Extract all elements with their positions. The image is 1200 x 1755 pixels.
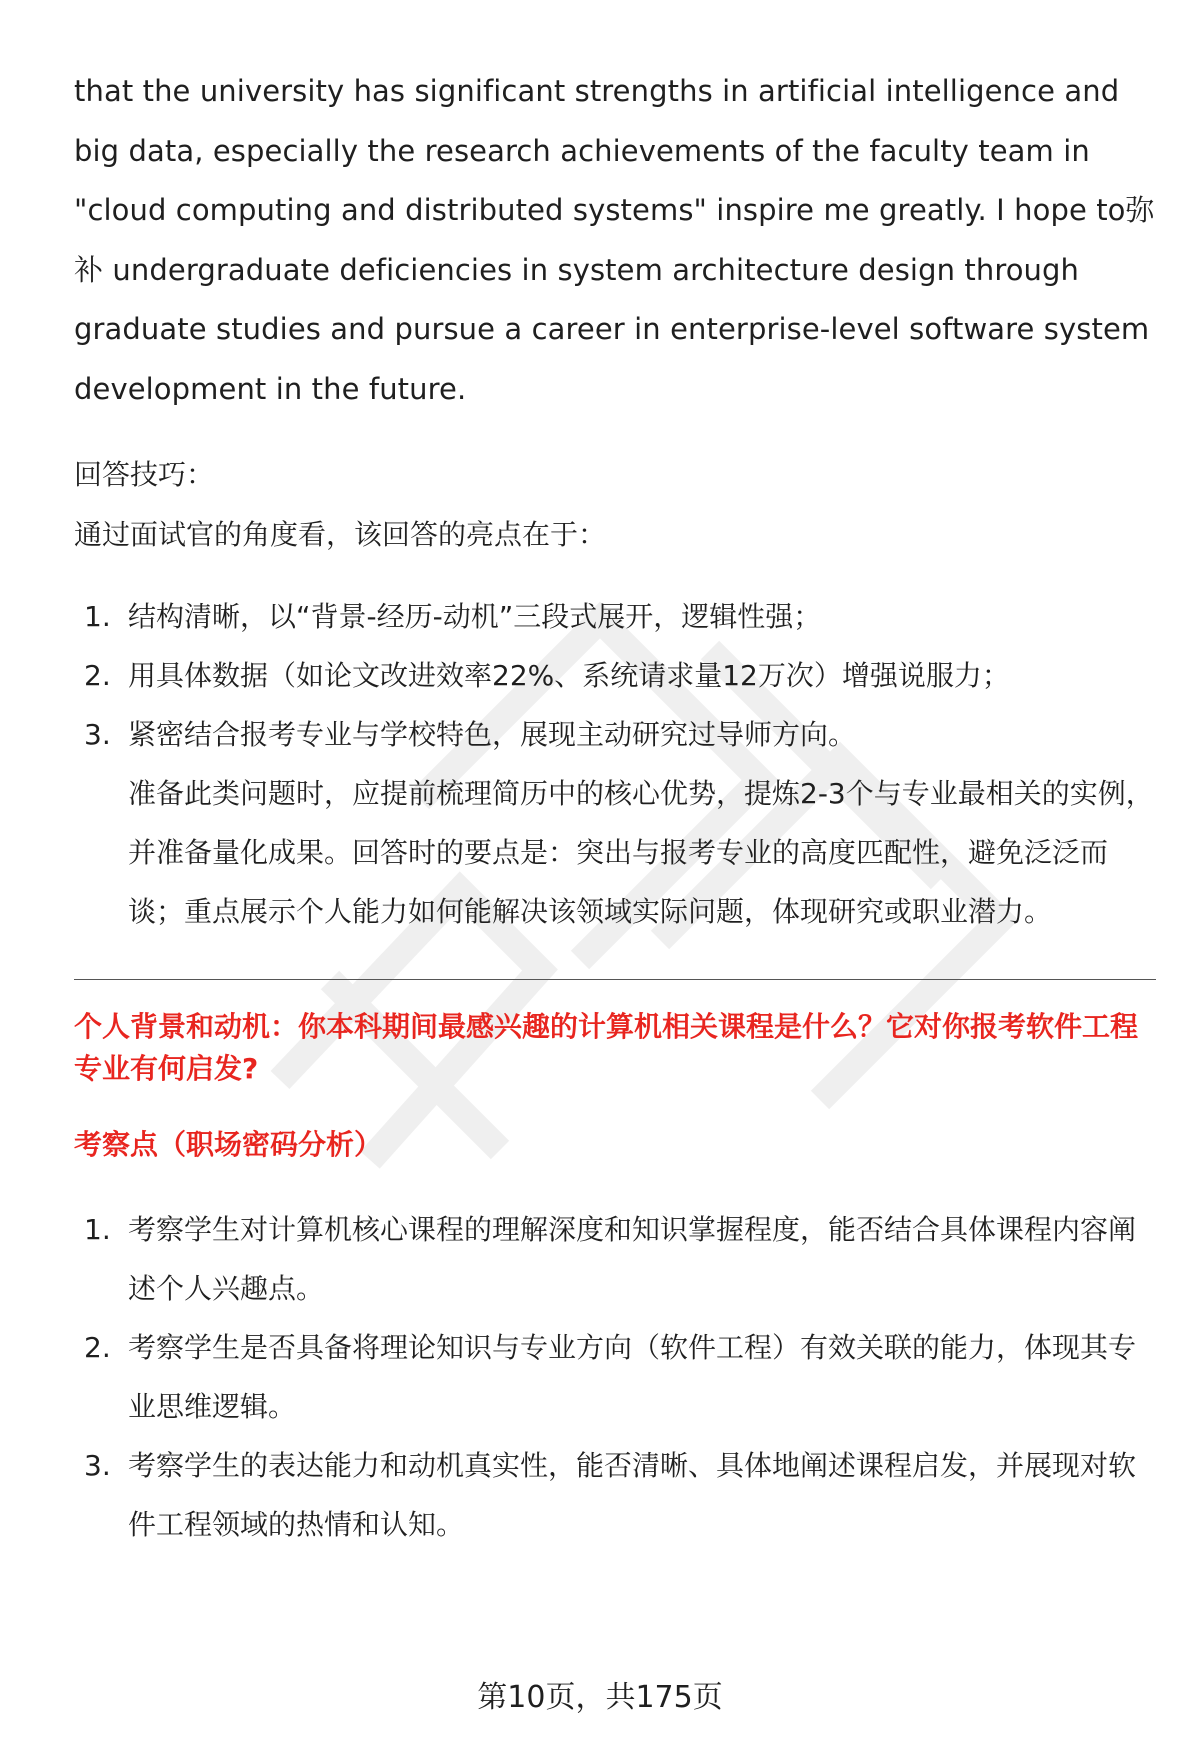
section-divider [74, 979, 1156, 980]
list-item-number: 1. [84, 1213, 111, 1246]
list-item-text: 结构清晰，以“背景-经历-动机”三段式展开，逻辑性强； [128, 600, 822, 633]
list-item-text: 考察学生的表达能力和动机真实性，能否清晰、具体地阐述课程启发，并展现对软件工程领域的热情和认知。 [128, 1449, 1137, 1541]
exam-points-title: 考察点（职场密码分析） [74, 1128, 383, 1161]
list-item [74, 587, 1156, 646]
list-item [74, 1200, 1156, 1318]
list-item-number: 3. [84, 718, 111, 751]
intro-paragraph: that the university has significant strengths in artificial intelligence and big data, especially the research achievements of the faculty team in "cloud computing and distributed systems" inspire me greatly. I hope to弥补 undergraduate deficiencies in system architecture design through graduate studies and pursue a career in enterprise-level software system development in the future. [74, 74, 1155, 406]
answer-tips-label: 回答技巧： [74, 458, 215, 491]
document-page [74, 62, 1156, 1554]
list-item-number: 1. [84, 600, 111, 633]
question-heading: 个人背景和动机：你本科期间最感兴趣的计算机相关课程是什么？它对你报考软件工程专业有何启发? [74, 1010, 1139, 1085]
list-item-text: 紧密结合报考专业与学校特色，展现主动研究过导师方向。 [128, 718, 857, 751]
page-number-footer: 第10页，共175页 [477, 1680, 723, 1715]
list-item-number: 2. [84, 659, 111, 692]
list-item [74, 705, 1156, 764]
answer-tips-section [74, 445, 1156, 941]
answer-tips-intro: 通过面试官的角度看，该回答的亮点在于： [74, 518, 607, 551]
list-item [74, 1318, 1156, 1436]
list-item-text: 考察学生对计算机核心课程的理解深度和知识掌握程度，能否结合具体课程内容阐述个人兴趣点。 [128, 1213, 1137, 1305]
list-item-number: 2. [84, 1331, 111, 1364]
exam-points-list [74, 1200, 1156, 1554]
list-item [74, 646, 1156, 705]
list-item-number: 3. [84, 1449, 111, 1482]
list-item [74, 1436, 1156, 1554]
answer-tips-list [74, 587, 1156, 764]
list-item-text: 用具体数据（如论文改进效率22%、系统请求量12万次）增强说服力； [128, 659, 1010, 692]
list-item-text: 考察学生是否具备将理论知识与专业方向（软件工程）有效关联的能力，体现其专业思维逻辑。 [128, 1331, 1137, 1423]
answer-tips-note: 准备此类问题时，应提前梳理简历中的核心优势，提炼2-3个与专业最相关的实例，并准备量化成果。回答时的要点是：突出与报考专业的高度匹配性，避免泛泛而谈；重点展示个人能力如何能解决该领域实际问题，体现研究或职业潜力。 [128, 777, 1154, 928]
